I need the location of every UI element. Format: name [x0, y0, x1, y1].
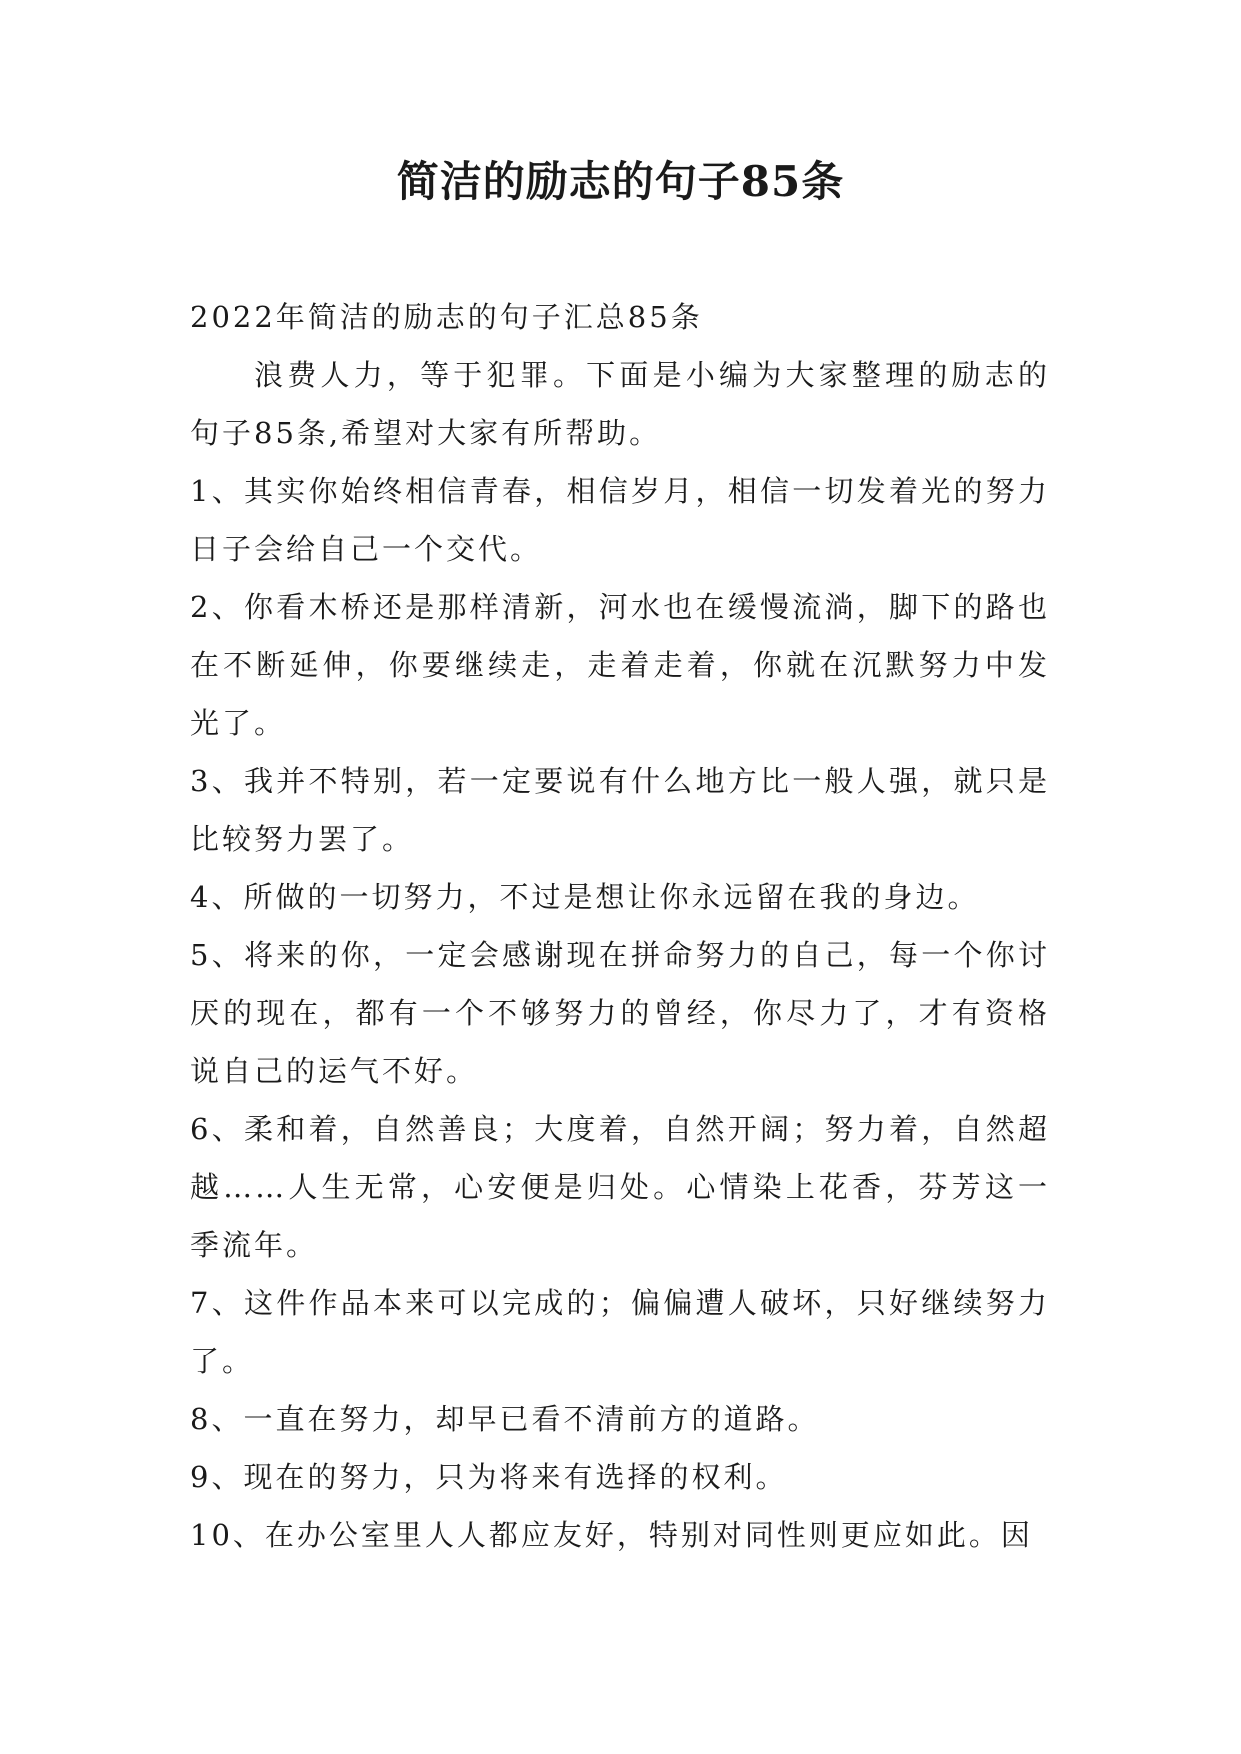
intro-paragraph: 浪费人力，等于犯罪。下面是小编为大家整理的励志的句子85条,希望对大家有所帮助。 [190, 358, 1050, 450]
list-item: 4、所做的一切努力，不过是想让你永远留在我的身边。 [190, 880, 980, 914]
list-item: 5、将来的你，一定会感谢现在拼命努力的自己，每一个你讨厌的现在，都有一个不够努力的曾经，你尽力了，才有资格说自己的运气不好。 [190, 938, 1050, 1088]
list-item: 1、其实你始终相信青春，相信岁月，相信一切发着光的努力日子会给自己一个交代。 [190, 474, 1050, 566]
list-item: 7、这件作品本来可以完成的；偏偏遭人破坏，只好继续努力了。 [190, 1286, 1050, 1378]
list-item: 9、现在的努力，只为将来有选择的权利。 [190, 1460, 788, 1494]
list-item: 8、一直在努力，却早已看不清前方的道路。 [190, 1402, 820, 1436]
list-item: 6、柔和着，自然善良；大度着，自然开阔；努力着，自然超越……人生无常，心安便是归处。心情染上花香，芬芳这一季流年。 [190, 1112, 1050, 1262]
document-subtitle: 2022年简洁的励志的句子汇总85条 [190, 300, 703, 334]
list-item: 3、我并不特别，若一定要说有什么地方比一般人强，就只是比较努力罢了。 [190, 764, 1050, 856]
list-item: 2、你看木桥还是那样清新，河水也在缓慢流淌，脚下的路也在不断延伸，你要继续走，走着走着，你就在沉默努力中发光了。 [190, 590, 1050, 740]
document-title: 简洁的励志的句子85条 [396, 157, 845, 206]
list-item: 10、在办公室里人人都应友好，特别对同性则更应如此。因 [190, 1518, 1033, 1552]
document-body [190, 288, 1050, 1564]
